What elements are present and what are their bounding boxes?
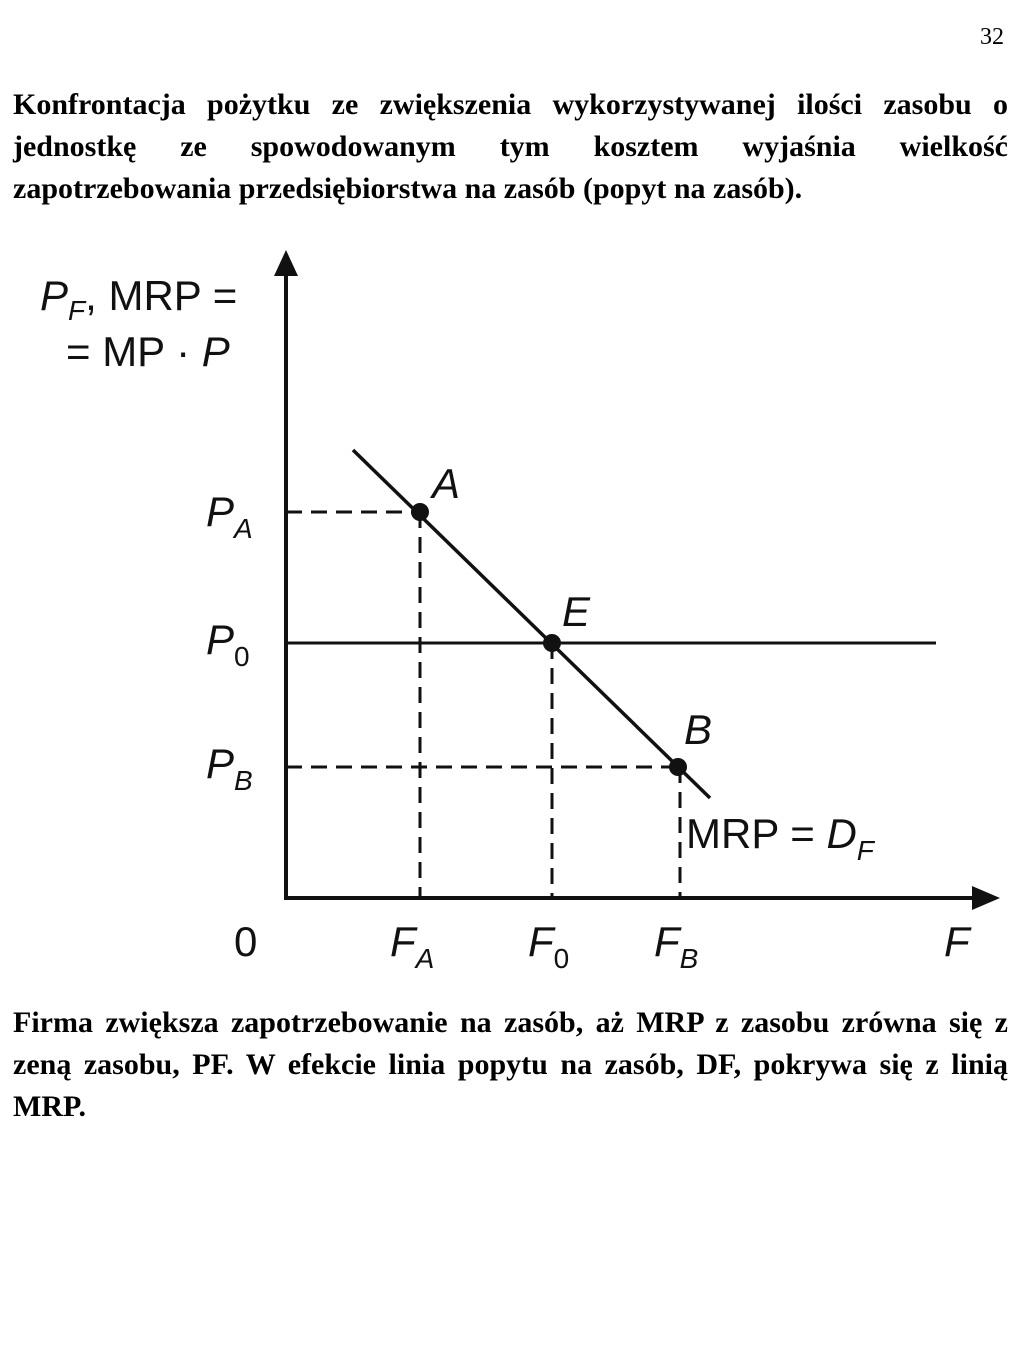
x-tick-f0: $F_0$	[528, 918, 570, 974]
x-tick-fa: $F_A$	[390, 918, 435, 974]
point-a-label: A	[432, 460, 461, 507]
intro-paragraph: Konfrontacja pożytku ze zwiększenia wykorzystywanej ilości zasobu o jednostkę ze spowodowanym tym kosztem wyjaśnia wielkość zapotrzebowania przedsiębiorstwa na zasób (popyt na zasób).	[13, 88, 1008, 205]
y-tick-p0: $P_0$	[206, 616, 250, 672]
y-tick-pb: $P_B$	[206, 740, 253, 796]
point-a	[411, 503, 429, 521]
mrp-demand-line	[353, 450, 713, 798]
point-b	[669, 758, 687, 776]
y-axis-title-line2: = MP · P	[66, 328, 230, 375]
x-axis-title: F	[944, 918, 970, 965]
point-e	[543, 634, 561, 652]
y-axis-arrow	[274, 250, 298, 276]
y-axis-title-line1: $P_F$, MRP =	[40, 272, 238, 326]
summary-paragraph: Firma zwiększa zapotrzebowanie na zasób, aż MRP z zasobu zrówna się z zeną zasobu, PF. W efekcie linia popytu na zasób, DF, pokrywa się z linią MRP.	[13, 1006, 1008, 1123]
point-e-label: E	[562, 588, 591, 635]
origin-label: 0	[234, 918, 258, 965]
mrp-diagram	[0, 230, 1024, 990]
point-b-label: B	[684, 706, 713, 753]
x-tick-fb: $F_B$	[654, 918, 699, 974]
y-tick-pa: $P_A$	[206, 488, 253, 544]
curve-label: MRP = $D_F$	[686, 810, 874, 866]
page-number: 32	[980, 24, 1004, 50]
x-axis-arrow	[972, 886, 1000, 910]
